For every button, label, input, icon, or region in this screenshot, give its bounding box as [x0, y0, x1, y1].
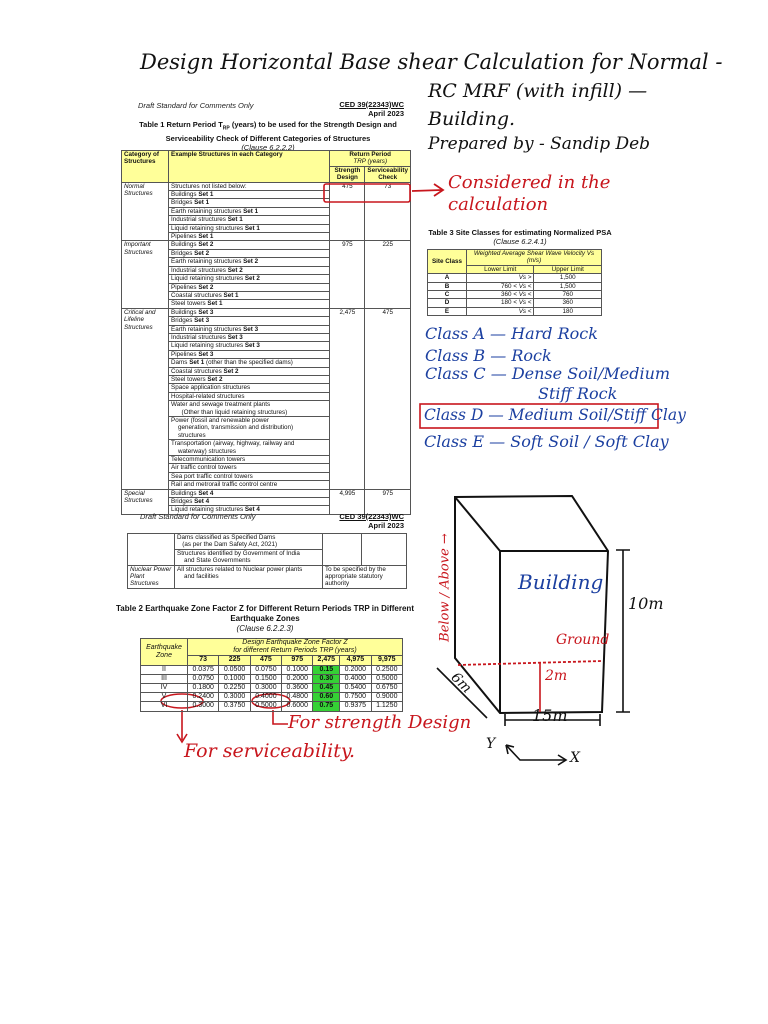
table3-title [425, 228, 615, 246]
table3-upper-c: 760 [534, 291, 602, 299]
table2-cell: 1.1250 [371, 702, 402, 711]
table1-h-cat: Category of Structures [122, 151, 169, 183]
table3-h-upper: Upper Limit [534, 265, 602, 273]
table2-zone-1: III [141, 674, 188, 683]
table2-cell: 0.3750 [219, 702, 250, 711]
building-label: Building [518, 570, 604, 594]
table1b-nuc-1: All structures related to Nuclear power plants [177, 565, 303, 573]
table1-sd-special: 4,995 [330, 489, 365, 514]
below-above-label: Below / Above → [437, 533, 453, 642]
table2-title-2: Earthquake Zones [230, 614, 300, 623]
table1-h-rp-sub: TRP (years) [353, 158, 388, 166]
table1-sd-normal: 475 [330, 182, 365, 241]
table2-cell: 0.0750 [250, 665, 281, 674]
table1b-nuc-cat: Nuclear Power Plant Structures [128, 565, 175, 588]
table2-cell: 0.3600 [282, 684, 313, 693]
table2 [140, 638, 403, 712]
handwritten-author: Prepared by - Sandip Deb [428, 134, 651, 154]
table1b-empty-1 [323, 534, 362, 566]
table2-cell: 0.5000 [371, 674, 402, 683]
table2-row [141, 665, 403, 674]
table3-lower-d-v: 180 [501, 299, 512, 307]
table2-cell: 0.1000 [219, 674, 250, 683]
strength-design-note: For strength Design [288, 712, 472, 733]
table1-cat-special: Special Structures [122, 489, 169, 514]
table2-period-4: 2,475 [313, 656, 340, 665]
table3-lower-b-v: 760 [501, 282, 512, 290]
table2-cell: 0.2250 [219, 684, 250, 693]
table2-h-dez-2: for different Return Periods TRP (years) [233, 647, 357, 655]
table2-cell: 0.15 [313, 665, 340, 674]
dim-10m-label: 10m [628, 594, 664, 613]
ced-date-2: April 2023 [368, 521, 404, 530]
table2-cell: 0.3000 [219, 693, 250, 702]
table2-cell: 0.4000 [340, 674, 371, 683]
table2-h-dez [188, 639, 403, 656]
table3-clause: (Clause 6.2.4.1) [493, 237, 547, 246]
table2-cell: 0.60 [313, 693, 340, 702]
table1b-spec-3: authority [325, 580, 350, 588]
table1b-spec-1: To be specified by the [325, 565, 386, 573]
table1-sc-important: 225 [365, 241, 411, 308]
table3 [427, 249, 602, 316]
class-a-note: Class A — Hard Rock [425, 324, 598, 343]
table2-cell: 0.2000 [340, 665, 371, 674]
class-c-note-2: Stiff Rock [538, 384, 618, 403]
ced-header-2 [330, 512, 404, 530]
table1b-dams [175, 534, 323, 550]
table3-row [428, 291, 602, 299]
arrow-strength [273, 710, 288, 724]
table3-upper-e: 180 [534, 307, 602, 315]
table3-op-e: Vs < [518, 307, 532, 315]
table2-zone-4: VI [141, 702, 188, 711]
table2-zone-2: IV [141, 684, 188, 693]
ced-code: CED 39(22343)WC [339, 100, 404, 109]
table2-cell: 0.1500 [250, 674, 281, 683]
class-e-note: Class E — Soft Soil / Soft Clay [424, 432, 669, 451]
table1b-spec [323, 565, 407, 588]
table3-lower-d [467, 299, 534, 307]
table1-sc-special: 975 [365, 489, 411, 514]
table1b-cat-empty [128, 534, 175, 566]
table1-title2: Serviceability Check of Different Categories of Structures [165, 133, 371, 143]
table1-title-a: Table 1 Return Period T [139, 120, 223, 129]
handwritten-title-line2: RC MRF (with infill) — [428, 80, 648, 102]
note-considered-1: Considered in the [448, 172, 611, 193]
ground-line [458, 661, 602, 665]
building-outline [455, 496, 608, 713]
table2-cell: 0.4800 [282, 693, 313, 702]
table2-row [141, 702, 403, 711]
ced-code-2: CED 39(22343)WC [339, 512, 404, 521]
table2-period-1: 225 [219, 656, 250, 665]
table1-h-sd: Strength Design [330, 166, 365, 182]
table2-h-dez-1: Design Earthquake Zone Factor Z [242, 639, 348, 646]
table3-h-site: Site Class [428, 250, 467, 274]
dim-6m-label: 6m [447, 669, 475, 697]
table2-cell: 0.7500 [340, 693, 371, 702]
dim-15m-label: 15m [532, 706, 568, 725]
table1-h-sc: Serviceability Check [365, 166, 411, 182]
table2-title-1: Table 2 Earthquake Zone Factor Z for Different Return Periods TRP in Different [116, 604, 414, 613]
table1-cat-important: Important Structures [122, 241, 169, 308]
table2-period-3: 975 [282, 656, 313, 665]
dim-2m-label: 2m [545, 668, 568, 684]
table3-cls-d: D [428, 299, 467, 307]
table1-h-rp-label: Return Period [349, 151, 392, 158]
table2-cell: 0.0375 [188, 665, 219, 674]
table2-cell: 0.6000 [282, 702, 313, 711]
table2-cell: 0.3000 [188, 702, 219, 711]
table2-cell: 0.0750 [188, 674, 219, 683]
table2-period-2: 475 [250, 656, 281, 665]
table3-upper-d: 360 [534, 299, 602, 307]
table1-clause: (Clause 6.2.2.2) [241, 142, 295, 152]
table2-row [141, 684, 403, 693]
table1-continued [127, 533, 407, 589]
table2-period-0: 73 [188, 656, 219, 665]
table2-cell: 0.2400 [188, 693, 219, 702]
table3-upper-a: 1,500 [534, 274, 602, 282]
handwritten-title-line3: Building. [428, 108, 516, 130]
table2-cell: 0.2000 [282, 674, 313, 683]
table3-cls-c: C [428, 291, 467, 299]
table2-cell: 0.4000 [250, 693, 281, 702]
table3-row [428, 299, 602, 307]
table2-row [141, 674, 403, 683]
table3-op-c: < Vs < [513, 291, 532, 299]
class-b-note: Class B — Rock [425, 346, 552, 365]
table2-cell: 0.45 [313, 684, 340, 693]
table2-cell: 0.75 [313, 702, 340, 711]
table2-clause: (Clause 6.2.2.3) [236, 624, 294, 633]
table3-op-a: Vs > [518, 274, 532, 282]
table1b-gov [175, 549, 323, 565]
table1-title-b: (years) to be used for the Strength Design and [229, 120, 397, 129]
axis-lines [506, 745, 565, 760]
table1b-spec-2: appropriate statutory [325, 573, 383, 581]
serviceability-note: For serviceability. [184, 740, 356, 762]
table3-row [428, 282, 602, 290]
table1b-empty-2 [362, 534, 407, 566]
table2-cell: 0.3000 [250, 684, 281, 693]
table2-h-zone: Earthquake Zone [141, 639, 188, 666]
table1-sd-critical: 2,475 [330, 308, 365, 489]
table2-cell: 0.9000 [371, 693, 402, 702]
table2-cell: 0.30 [313, 674, 340, 683]
table1-sc-normal: 73 [365, 182, 411, 241]
table1-ex-important: Buildings Set 2 Bridges Set 2 Earth retaining structures Set 2 Industrial structures Set 2 Liquid retaining structures Set 2 Pipelines Set 2 Coastal structures Set 1 Steel towers Set 1 [169, 241, 330, 308]
table2-row [141, 693, 403, 702]
table1-cat-critical: Critical and Lifeline Structures [122, 308, 169, 489]
table2-cell: 0.0500 [219, 665, 250, 674]
table3-lower-a [467, 274, 534, 282]
ced-date: April 2023 [368, 109, 404, 118]
table2-cell: 0.6750 [371, 684, 402, 693]
table1b-dams-2: (as per the Dam Safety Act, 2021) [182, 541, 278, 549]
building-top-left-edge [455, 497, 500, 551]
table3-op-b: < Vs < [513, 282, 532, 290]
class-c-note: Class C — Dense Soil/Medium [425, 364, 671, 383]
axis-x-label: X [570, 750, 580, 766]
table1-ex-special: Buildings Set 4 Bridges Set 4 Liquid retaining structures Set 4 [169, 489, 330, 514]
table3-h-wave: Weighted Average Shear Wave Velocity Vs (m/s) [467, 250, 602, 266]
table2-title [112, 604, 418, 634]
table1b-nuc-2: and facilities [184, 573, 219, 581]
table3-lower-c [467, 291, 534, 299]
table3-lower-e [467, 307, 534, 315]
table1b-gov-2: and State Governments [184, 557, 251, 565]
table3-title-text: Table 3 Site Classes for estimating Normalized PSA [428, 228, 612, 237]
table3-cls-e: E [428, 307, 467, 315]
ground-label: Ground [556, 632, 610, 648]
table3-upper-b: 1,500 [534, 282, 602, 290]
table2-period-5: 4,975 [340, 656, 371, 665]
highlight-box-return-period [324, 184, 410, 202]
arrow-considered [412, 190, 442, 191]
handwritten-title-line1: Design Horizontal Base shear Calculation for Normal - [140, 50, 723, 74]
table2-period-6: 9,975 [371, 656, 402, 665]
table2-cell: 0.2500 [371, 665, 402, 674]
table3-lower-b [467, 282, 534, 290]
note-considered-2: calculation [448, 194, 549, 215]
table2-cell: 0.9375 [340, 702, 371, 711]
table1b-dams-1: Dams classified as Specified Dams [177, 534, 276, 541]
table1-sd-important: 975 [330, 241, 365, 308]
building-sketch [455, 496, 608, 713]
table3-cls-b: B [428, 282, 467, 290]
table3-cls-a: A [428, 274, 467, 282]
table2-cell: 0.5400 [340, 684, 371, 693]
draft-label-2: Draft Standard for Comments Only [140, 512, 256, 521]
table1b-nuc [175, 565, 323, 588]
table3-row [428, 307, 602, 315]
table3-lower-c-v: 360 [501, 291, 512, 299]
table1-ex-critical: Buildings Set 3 Bridges Set 3 Earth retaining structures Set 3 Industrial structures Set 3 Liquid retaining structures Set 3 Pipelines Set 3 Dams Set 1 (other than the specified dams) Coastal structures Set 2 Steel towers Set 2 Space application structures Hospital-related structures Water and sewage treatment plants (Other than liquid retaining structures) Power (fossil and renewable power generation, transmission and distribution) structures Transportation (airway, highway, railway and waterway) structures Telecommunication towers Air traffic control towers Sea port traffic control towers Rail and metrorail traffic control centre [169, 308, 330, 489]
table1-cat-normal: Normal Structures [122, 182, 169, 241]
axis-y-label: Y [486, 736, 496, 752]
table3-h-lower: Lower Limit [467, 265, 534, 273]
table3-op-d: < Vs < [513, 299, 532, 307]
table2-cell: 0.5000 [250, 702, 281, 711]
table1b-gov-1: Structures identified by Government of India [177, 549, 300, 557]
table3-row [428, 274, 602, 282]
table1-h-example: Example Structures in each Category [169, 151, 330, 183]
class-d-note: Class D — Medium Soil/Stiff Clay [424, 406, 686, 424]
table2-cell: 0.1800 [188, 684, 219, 693]
draft-label: Draft Standard for Comments Only [138, 101, 254, 110]
table1-ex-normal: Structures not listed below: Buildings Set 1 Bridges Set 1 Earth retaining structures Set 1 Industrial structures Set 1 Liquid retaining structures Set 1 Pipelines Set 1 [169, 182, 330, 241]
table1-sc-critical: 475 [365, 308, 411, 489]
table1-title-sub: RP [222, 125, 230, 132]
table2-cell: 0.1000 [282, 665, 313, 674]
table2-zone-0: II [141, 665, 188, 674]
table2-zone-3: V [141, 693, 188, 702]
